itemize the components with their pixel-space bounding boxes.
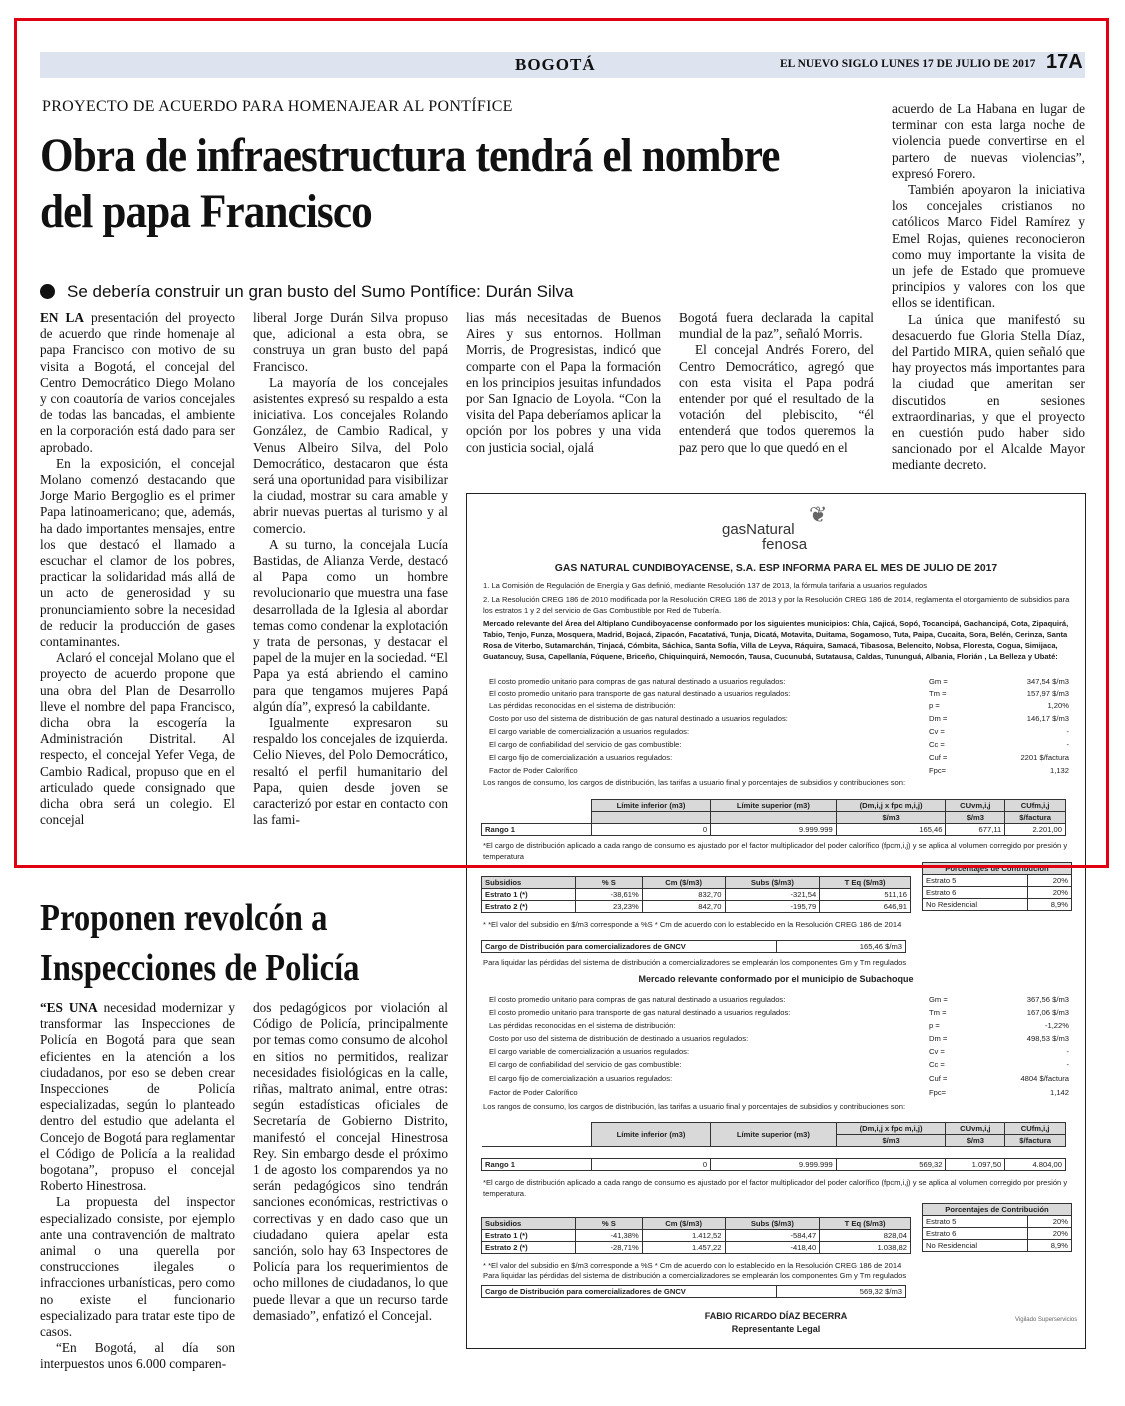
table-row: Estrato 2 (*) 23,23% 842,70 -195,79 646,91: [482, 901, 911, 913]
charge-row: Las pérdidas reconocidas en el sistema de distribución: p = 1,20%: [489, 701, 1069, 710]
table-row: Estrato 5 20%: [923, 875, 1072, 887]
table-row: Estrato 1 (*) -38,61% 832,70 -321,54 511,16: [482, 889, 911, 901]
market-2-title: Mercado relevante conformado por el municipio de Subachoque: [638, 974, 914, 984]
market-1-municipalities: Mercado relevante del Área del Altiplano Cundiboyacense conformado por los siguientes municipios: Chía, Cajicá, Sopó, Tocancipá, Gachancipá, Cota, Zipaquirá, Tabio, Tenjo, Funza, Mosquera, Madrid, Bojacá, Zipacón, Facatativá, Tunja, Dicatá, Motavita, Duitama, Sogamoso, Tuta, Paipa, Cucaita, Sora, Belén, Cerinza, Santa Rosa de Viterbo, Sutamarchán, Tinjacá, Cómbita, Sáchica, Santa Sofía, Villa de Leyva, Ráquira, Samacá, Tibasosa, Belencito, Nobsa, Floresta, Cogua, Simijaca, Guatancuy, Susa, Capellanía, Fúquene, Briceño, Chiquinquirá, Nemocón, Tausa, Cucunubá, Sutatausa, Caldas, Tununguá, Albania, Florián , La Belleza y Ubaté:: [483, 619, 1069, 661]
gas-natural-logo: gasNatural fenosa: [722, 521, 808, 553]
paragraph: dos pedagógicos por violación al Código de Policía, principalmente por temas como consumo de alcohol en sitios no permitidos, realizar necesidades fisiológicas en la calle, riñas, maltrato animal, entre otras: según estadísticas oficiales de Secretaría de Gobierno Distrito, manifestó el concejal Hinestrosa Rey. Sin embargo desde el próximo 1 de agosto los comparendos ya no serán pedagógicos sino tendrán sanciones económicas, restrictivas o correctivas y en dado caso que un ciudadano quiera apelar esta sanción, solo hay 63 Inspectores de Policía para los requerimientos de ocho millones de ciudadanos, lo que puede llevar a que un recurso tarde demasiado”, enfatizó el Concejal.: [253, 1000, 448, 1323]
gas-tariff-notice: [466, 493, 1086, 1349]
subsidy-table-1: Subsidios % S Cm ($/m3) Subs ($/m3) T Eq ($/m3) Estrato 1 (*) -38,61% 832,70 -321,54 511,16 Estrato 2 (*) 23,23% 842,70 -195,79 646,91: [481, 876, 911, 913]
note-1: 1. La Comisión de Regulación de Energía y Gas definió, mediante Resolución 137 de 2013, la fórmula tarifaria a usuarios regulados: [483, 581, 928, 590]
lead-in: “ES UNA: [40, 1000, 98, 1015]
notice-title: GAS NATURAL CUNDIBOYACENSE, S.A. ESP INFORMA PARA EL MES DE JULIO DE 2017: [554, 563, 998, 574]
table-row: No Residencial 8,9%: [923, 1240, 1072, 1252]
paragraph: “En Bogotá, al día son interpuestos unos 6.000 comparen-: [40, 1340, 235, 1372]
table-row: Estrato 6 20%: [923, 887, 1072, 899]
charge-row: Factor de Poder Calorífico Fpc= 1,142: [489, 1088, 1069, 1097]
subsidy-table-2: Subsidios % S Cm ($/m3) Subs ($/m3) T Eq ($/m3) Estrato 1 (*) -41,38% 1.412,52 -584,47 828,04 Estrato 2 (*) -28,71% 1.457,22 -418,40 1.038,82: [481, 1217, 911, 1254]
note-2: 2. La Resolución CREG 186 de 2010 modificada por la Resolución CREG 186 de 2013 y por la Resolución CREG 186 de 2014, reglamenta el otorgamiento de subsidios para los estratos 1 y 2 del servicio de Gas Combustible por Red de Tubería.: [483, 595, 1070, 615]
paragraph: La única que manifestó su desacuerdo fue Gloria Stella Díaz, del Partido MIRA, quien señaló que hay proyectos más importantes para la ciudad que ameritan ser discutidos en sesiones extraordinarias, y que el proyecto en cuestión pudo haber sido sancionado por el Alcalde Mayor mediante decreto.: [892, 311, 1085, 473]
range-table-2: Límite inferior (m3) Límite superior (m3) (Dm,i,j x fpc m,i,j) CUvm,i,j CUfm,i,j $/m3 $/m3 $/factura Rango 1 0 9.999.999 569,32 1.097,50 4.804,00: [481, 1122, 1066, 1171]
lead-in: EN LA: [40, 310, 84, 325]
article-column-4: [679, 310, 874, 456]
paragraph: También apoyaron la iniciativa los concejales cristianos no católicos Marco Fidel Ramírez y Emel Rojas, quienes reconocieron como muy importante la visita de un jefe de Estado que promueve principios y valores con los que ellos se identifican.: [892, 182, 1085, 311]
paragraph: En la exposición, el concejal Molano comenzó destacando que Jorge Mario Bergoglio es el primer Papa latinoamericano; que, además, ha dado importantes mensajes, entre los que destacó el llamado a escuchar el clamor de los pobres, practicar la solidaridad más allá de un acto de generosidad y su pronunciamiento sobre la necesidad de reducir la producción de gases contaminantes.: [40, 455, 235, 650]
paragraph: lias más necesitadas de Buenos Aires y sus entornos. Hollman Morris, de Progresistas, indicó que comparte con el Papa la formación en los principios jesuitas infundados por San Ignacio de Loyola. “Con la visita del Papa deberíamos aplicar la opción por los pobres y una vida con justicia social, ojalá: [466, 310, 661, 455]
paragraph: Aclaró el concejal Molano que el proyecto de acuerdo propone que una obra del Plan de Desarrollo lleve el nombre del papa Francisco, dicha obra la escogería la Administración Distrital. Al respecto, el concejal Yefer Vega, de Cambio Radical, propuso que en el articulado quede consignado que dicha obra será un colegio. El concejal: [40, 650, 235, 828]
signer-role: Representante Legal: [731, 1324, 821, 1334]
signer-name: FABIO RICARDO DÍAZ BECERRA: [704, 1311, 848, 1321]
paragraph: A su turno, la concejala Lucía Bastidas, de Alianza Verde, destacó al Papa como un hombre revolucionario que muestra una fase desarrollada de la Iglesia al abordar temas como condenar la explotación y trata de personas, y destacar el papel de la mujer en la sociedad. “El Papa ya está abriendo el camino para que tengamos mujeres Papá algún día”, expresó la cabildante.: [253, 536, 448, 714]
losses-note-2: Para liquidar las pérdidas del sistema de distribución a comercializadores se emplearán los componentes Gm y Tm regulados: [483, 1271, 907, 1280]
charge-row: Factor de Poder Calorífico Fpc= 1,132: [489, 766, 1069, 775]
article2-column-1: [40, 1000, 235, 1373]
charge-row: El cargo fijo de comercialización a usuarios regulados: Cuf = 4804 $/factura: [489, 1074, 1069, 1083]
charge-row: El cargo de confiabilidad del servicio de gas combustible: Cc = -: [489, 740, 1069, 749]
page-number: 17A: [1046, 51, 1083, 73]
gncv-table-2: [481, 1285, 906, 1298]
contribution-table-2: Porcentajes de Contribución Estrato 5 20% Estrato 6 20% No Residencial 8,9%: [922, 1203, 1072, 1252]
losses-note-1: Para liquidar las pérdidas del sistema de distribución a comercializadores se emplearán los componentes Gm y Tm regulados: [483, 958, 907, 967]
article-subhead: [40, 282, 680, 302]
paragraph: EN LA presentación del proyecto de acuerdo que rinde homenaje al papa Francisco con motivo de su visita a Bogotá, el concejal del Centro Democrático Diego Molano y con coautoría de varios concejales de todas las bancadas, el ambiente en la corporación está dado para ser aprobado.: [40, 310, 235, 455]
charge-row: El cargo fijo de comercialización a usuarios regulados: Cuf = 2201 $/factura: [489, 753, 1069, 762]
section-name: BOGOTÁ: [515, 55, 596, 74]
paragraph: Bogotá fuera declarada la capital mundial de la paz”, señaló Morris.: [679, 310, 874, 342]
article2-column-2: [253, 1000, 448, 1324]
range-table-1: Límite inferior (m3) Límite superior (m3) (Dm,i,j x fpc m,i,j) CUvm,i,j CUfm,i,j $/m3 $/m3 $/factura Rango 1 0 9.999.999 165,46 677,11 2.201,00: [481, 799, 1066, 836]
paragraph: La propuesta del inspector especializado consiste, por ejemplo ante una contravención de maltrato animal o una querella por construcciones ilegales o infracciones urbanísticas, pero como no existe el funcionario especializado para tratar este tipo de casos.: [40, 1194, 235, 1340]
subhead-text: Se debería construir un gran busto del Sumo Pontífice: Durán Silva: [67, 282, 574, 301]
charge-row: El cargo variable de comercialización a usuarios regulados: Cv = -: [489, 727, 1069, 736]
charge-row: El cargo de confiabilidad del servicio de gas combustible: Cc = -: [489, 1060, 1069, 1069]
subsidy-note-1: * *El valor del subsidio en $/m3 corresponde a %S * Cm de acuerdo con lo establecido en la Resolución CREG 186 de 2014: [483, 920, 902, 929]
paragraph: Igualmente expresaron su respaldo los concejales de izquierda. Celio Nieves, del Polo Democrático, resaltó el perfil humanitario del Papa, quien desde joven se caracterizó por estar en contacto con las fami-: [253, 715, 448, 828]
subsidy-note-2: * *El valor del subsidio en $/m3 corresponde a %S * Cm de acuerdo con lo establecido en la Resolución CREG 186 de 2014: [483, 1261, 902, 1270]
article-kicker: PROYECTO DE ACUERDO PARA HOMENAJEAR AL PONTÍFICE: [42, 98, 513, 115]
contribution-table-1: Porcentajes de Contribución Estrato 5 20% Estrato 6 20% No Residencial 8,9%: [922, 862, 1072, 911]
article-column-5: [892, 101, 1085, 474]
table-row: Cargo de Distribución para comercializadores de GNCV 165,46 $/m3: [482, 941, 906, 953]
table-row: Estrato 5 20%: [923, 1216, 1072, 1228]
table-row: Rango 1 0 9.999.999 569,32 1.097,50 4.804,00: [482, 1159, 1066, 1171]
charge-row: Las pérdidas reconocidas en el sistema de distribución: p = -1,22%: [489, 1021, 1069, 1030]
charge-row: El costo promedio unitario para compras de gas natural destinado a usuarios regulados: Gm = 347,54 $/m3: [489, 677, 1069, 686]
charge-row: Costo por uso del sistema de distribución de gas natural destinado a usuarios regulados: Dm = 146,17 $/m3: [489, 714, 1069, 723]
ranges-intro-2: Los rangos de consumo, los cargos de distribución, las tarifas a usuario final y porcentajes de subsidios y contribuciones son:: [483, 1102, 906, 1111]
vigilado-mark: Vigilado Superservicios: [1015, 1317, 1078, 1323]
paragraph: La mayoría de los concejales asistentes expresó su respaldo a esta iniciativa. Los concejales Rolando González, de Cambio Radical, y Venus Albeiro Silva, del Polo Democrático, destacaron que ésta será una oportunidad para visibilizar la ciudad, mostrar su cara amable y abrir nuevas puertas al turismo y al comercio.: [253, 374, 448, 536]
paragraph: “ES UNA necesidad modernizar y transformar las Inspecciones de Policía en Bogotá para que sean eficientes en la atención a los ciudadanos, por eso se deben crear Inspecciones de Policía especializadas, según lo planteado dentro del estudio que adelanta el Concejo de Bogotá para reglamentar el Código de Policía a la realidad bogotana”, propuso el concejal Roberto Hinestrosa.: [40, 1000, 236, 1194]
table-row: No Residencial 8,9%: [923, 899, 1072, 911]
paragraph: El concejal Andrés Forero, del Centro Democrático, agregó que con esta visita el Papa podrá entender por qué el resultado de la votación del plebiscito, “él entenderá que todos queremos la paz pero que lo que quedó en el: [679, 342, 874, 455]
table-row: Estrato 1 (*) -41,38% 1.412,52 -584,47 828,04: [482, 1230, 911, 1242]
ranges-intro: Los rangos de consumo, los cargos de distribución, las tarifas a usuario final y porcentajes de subsidios y contribuciones son:: [483, 778, 906, 787]
article2-headline: Proponen revolcón a Inspecciones de Policía: [40, 897, 360, 989]
charge-row: El costo promedio unitario para compras de gas natural destinado a usuarios regulados: Gm = 367,56 $/m3: [489, 995, 1069, 1004]
table-row: Estrato 6 20%: [923, 1228, 1072, 1240]
publication-date: EL NUEVO SIGLO LUNES 17 DE JULIO DE 2017: [780, 58, 1036, 70]
charge-row: El cargo variable de comercialización a usuarios regulados: Cv = -: [489, 1047, 1069, 1056]
charge-row: El costo promedio unitario para transporte de gas natural destinado a usuarios regulados: Tm = 167,06 $/m3: [489, 1008, 1069, 1017]
article-column-3: [466, 310, 661, 456]
bullet-icon: [40, 284, 55, 299]
factor-note-2: *El cargo de distribución aplicado a cada rango de consumo es ajustado por el factor multiplicador del poder calorífico (fpcm,i,j) y se aplica al volumen corregido por presión y temperatura.: [483, 1178, 1068, 1198]
article-headline: Obra de infraestructura tendrá el nombre del papa Francisco: [40, 129, 780, 238]
butterfly-icon: ❦: [809, 502, 828, 527]
article-column-2: [253, 310, 448, 829]
charge-row: El costo promedio unitario para transporte de gas natural destinado a usuarios regulados: Tm = 157,97 $/m3: [489, 689, 1069, 698]
article-column-1: [40, 310, 235, 829]
gncv-table-1: [481, 940, 906, 953]
paragraph: liberal Jorge Durán Silva propuso que, adicional a esta obra, se construya un gran busto del papá Francisco.: [253, 310, 448, 374]
factor-note-1: *El cargo de distribución aplicado a cada rango de consumo es ajustado por el factor multiplicador del poder calorífico (fpcm,i,j) y se aplica al volumen corregido por presión y temperatura: [483, 841, 1068, 861]
table-row: Rango 1 0 9.999.999 165,46 677,11 2.201,00: [482, 824, 1066, 836]
paragraph: acuerdo de La Habana en lugar de terminar con esta larga noche de violencia puede convertirse en el partero de nuevas violencias”, expresó Forero.: [892, 101, 1085, 181]
table-row: Cargo de Distribución para comercializadores de GNCV 569,32 $/m3: [482, 1286, 906, 1298]
table-row: Estrato 2 (*) -28,71% 1.457,22 -418,40 1.038,82: [482, 1242, 911, 1254]
charge-row: Costo por uso del sistema de distribución de destinado a usuarios regulados: Dm = 498,53 $/m3: [489, 1034, 1069, 1043]
